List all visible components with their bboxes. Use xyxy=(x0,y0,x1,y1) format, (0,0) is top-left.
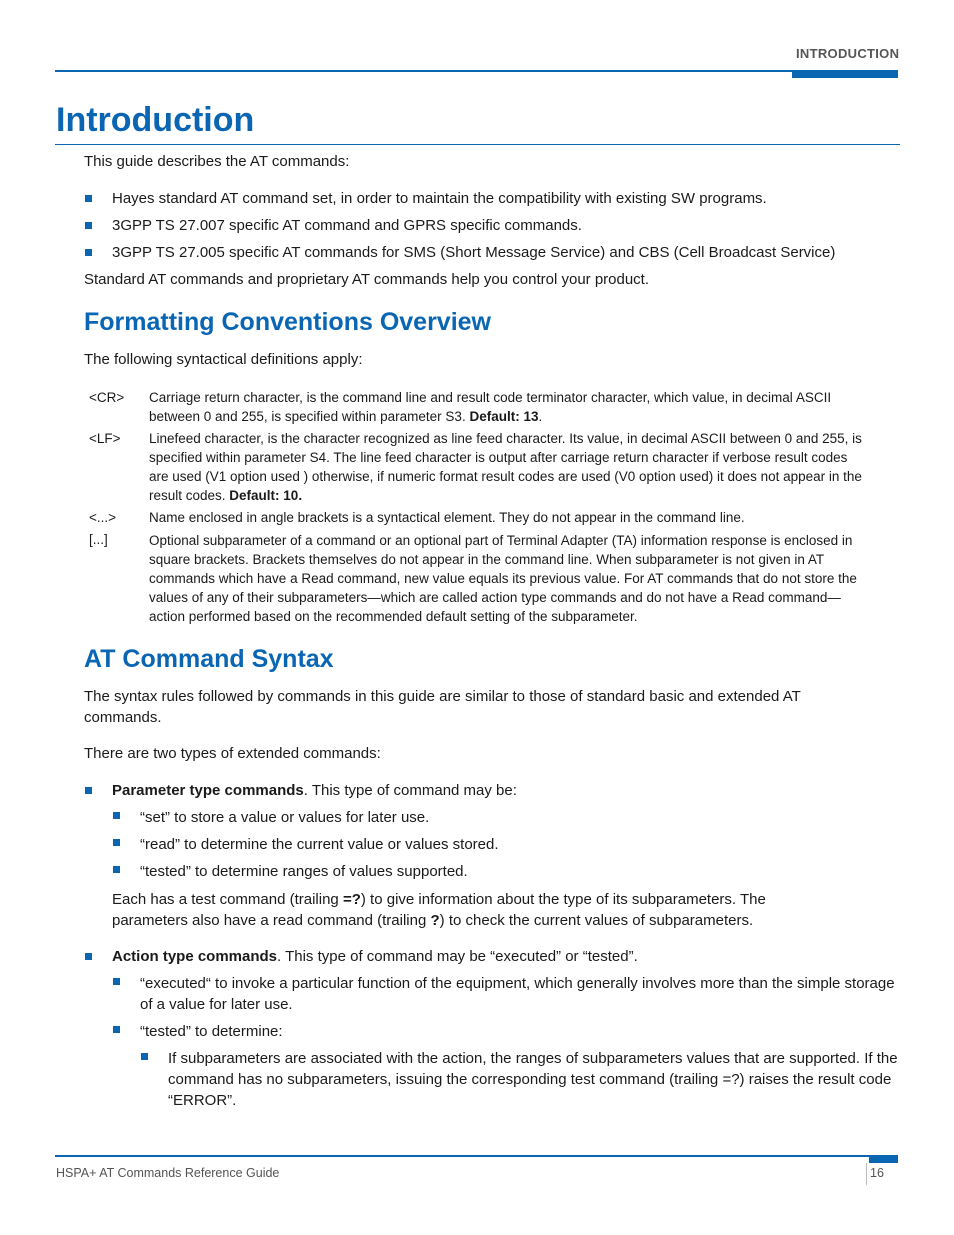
def-body-square: Optional subparameter of a command or an optional part of Terminal Adapter (TA) information response is enclosed in square brackets. Brackets themselves do not appear in the command line. When subparameter is not given in AT commands which have a Read command, new value equals its previous value. For AT commands that do not store the values of any of their subparameters—which are called action type commands and do not have a Read command—action performed based on the recommended default setting of the subparameter. xyxy=(149,533,857,624)
intro-closing: Standard AT commands and proprietary AT commands help you control your product. xyxy=(84,271,650,288)
page-title: Introduction xyxy=(56,101,255,139)
syntax-p2: There are two types of extended commands: xyxy=(84,745,381,762)
header-section-label: INTRODUCTION xyxy=(796,46,900,61)
intro-bullet-3: 3GPP TS 27.005 specific AT commands for SMS (Short Message Service) and CBS (Cell Broadcast Service) xyxy=(112,244,836,261)
sub-bullet-icon xyxy=(113,1026,120,1033)
bullet-icon xyxy=(85,953,92,960)
intro-bullet-1: Hayes standard AT command set, in order to maintain the compatibility with existing SW programs. xyxy=(112,190,767,207)
sub-bullet-icon xyxy=(113,812,120,819)
bullet-icon xyxy=(85,787,92,794)
def-body-lf: Linefeed character, is the character recognized as line feed character. Its value, in decimal ASCII between 0 and 255, is specified within parameter S4. The line feed character is output after carriage return character if verbose result codes are used (V1 option used ) otherwise, if numeric format result codes are used (V0 option used) it does not appear in the result codes. Default: 10. xyxy=(149,431,862,503)
def-term-cr: <CR> xyxy=(89,390,125,405)
action-sub-1: “executed“ to invoke a particular function of the equipment, which generally involves more than the simple storage of a value for later use. xyxy=(140,975,895,1013)
footer-divider xyxy=(866,1163,867,1185)
param-sub-1: “set” to store a value or values for later use. xyxy=(140,809,430,826)
intro-bullet-2: 3GPP TS 27.007 specific AT command and GPRS specific commands. xyxy=(112,217,582,234)
sub-bullet-icon xyxy=(113,839,120,846)
footer-rule xyxy=(55,1155,898,1157)
title-rule xyxy=(55,144,900,145)
intro-lead: This guide describes the AT commands: xyxy=(84,153,350,170)
def-term-lf: <LF> xyxy=(89,431,121,446)
action-sub-2: “tested” to determine: xyxy=(140,1023,283,1040)
sub-bullet-icon xyxy=(113,978,120,985)
syntax-p1: The syntax rules followed by commands in this guide are similar to those of standard basic and extended AT commands. xyxy=(84,688,801,726)
param-sub-3: “tested” to determine ranges of values supported. xyxy=(140,863,468,880)
action-type-item: Action type commands. This type of command may be “executed” or “tested”. xyxy=(112,948,638,965)
header-rule xyxy=(55,70,898,72)
footer-doc-title: HSPA+ AT Commands Reference Guide xyxy=(56,1166,280,1180)
formatting-lead: The following syntactical definitions apply: xyxy=(84,351,363,368)
def-body-angle: Name enclosed in angle brackets is a syntactical element. They do not appear in the command line. xyxy=(149,510,745,525)
def-term-angle: <...> xyxy=(89,510,117,525)
bullet-icon xyxy=(85,249,92,256)
def-term-square: [...] xyxy=(89,532,108,547)
sub-bullet-icon xyxy=(113,866,120,873)
bullet-icon xyxy=(85,195,92,202)
action-sub-sub-1: If subparameters are associated with the action, the ranges of subparameters values that are supported. If the command has no subparameters, issuing the corresponding test command (trailing =?) raises the result code “ERROR”. xyxy=(168,1050,898,1109)
bullet-icon xyxy=(85,222,92,229)
param-sub-2: “read” to determine the current value or values stored. xyxy=(140,836,499,853)
param-type-item: Parameter type commands. This type of command may be: xyxy=(112,782,517,799)
sub-sub-bullet-icon xyxy=(141,1053,148,1060)
param-note: Each has a test command (trailing =?) to give information about the type of its subparameters. The parameters also have a read command (trailing ?) to check the current values of subparameters. xyxy=(112,891,766,929)
syntax-heading: AT Command Syntax xyxy=(84,645,334,673)
formatting-heading: Formatting Conventions Overview xyxy=(84,308,492,336)
def-body-cr: Carriage return character, is the command line and result code terminator character, which value, in decimal ASCII between 0 and 255, is specified within parameter S3. Default: 13. xyxy=(149,390,832,424)
page-number: 16 xyxy=(870,1166,884,1180)
header-accent-block xyxy=(792,70,898,78)
